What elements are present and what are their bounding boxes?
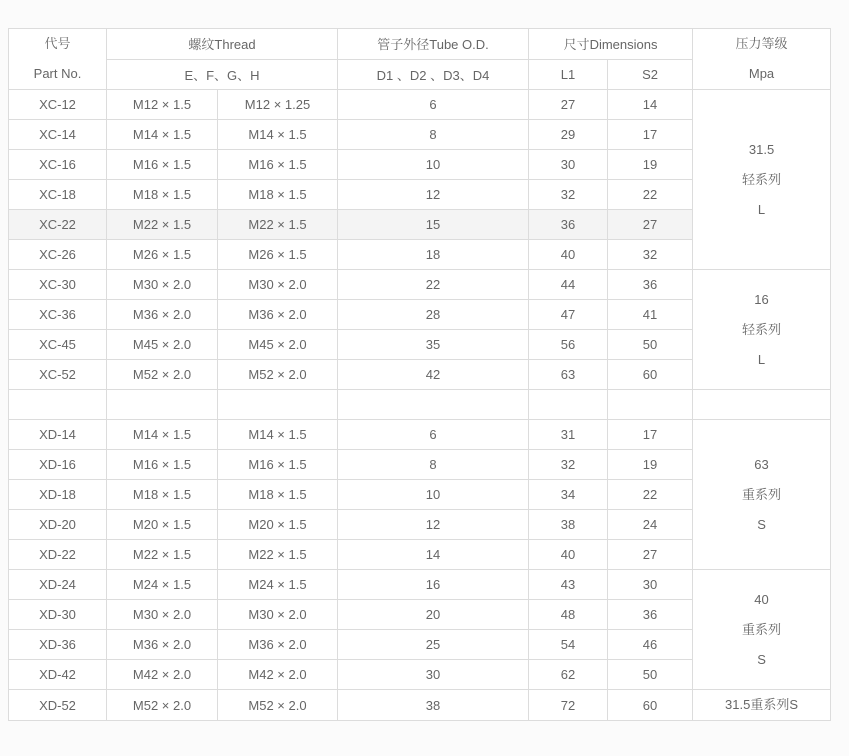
cell-tube-od: 15 bbox=[338, 210, 529, 240]
table-row bbox=[9, 570, 831, 600]
cell-s2: 17 bbox=[608, 120, 693, 150]
cell-thread-b: M45 × 2.0 bbox=[218, 330, 338, 360]
cell-tube-od: 25 bbox=[338, 630, 529, 660]
cell-thread-a: M30 × 2.0 bbox=[107, 270, 218, 300]
cell-thread-a: M16 × 1.5 bbox=[107, 450, 218, 480]
cell-l1: 48 bbox=[529, 600, 608, 630]
cell-thread-b: M26 × 1.5 bbox=[218, 240, 338, 270]
cell-l1: 30 bbox=[529, 150, 608, 180]
header-pressure-unit: Mpa bbox=[748, 66, 775, 81]
cell-part-no: XC-22 bbox=[9, 210, 107, 240]
cell-tube-od: 18 bbox=[338, 240, 529, 270]
cell-s2: 36 bbox=[608, 270, 693, 300]
cell-part-no: XD-20 bbox=[9, 510, 107, 540]
cell-l1: 38 bbox=[529, 510, 608, 540]
spec-table bbox=[8, 28, 831, 721]
cell-l1: 34 bbox=[529, 480, 608, 510]
cell-l1 bbox=[529, 390, 608, 420]
cell-tube-od: 8 bbox=[338, 450, 529, 480]
cell-part-no: XC-18 bbox=[9, 180, 107, 210]
cell-s2: 60 bbox=[608, 690, 693, 721]
cell-thread-a: M18 × 1.5 bbox=[107, 180, 218, 210]
pressure-grade-line: S bbox=[757, 516, 766, 532]
cell-s2: 50 bbox=[608, 660, 693, 690]
cell-part-no: XD-22 bbox=[9, 540, 107, 570]
cell-l1: 31 bbox=[529, 420, 608, 450]
cell-pressure-grade bbox=[693, 570, 831, 690]
pressure-grade-line: S bbox=[757, 651, 766, 667]
cell-l1: 29 bbox=[529, 120, 608, 150]
cell-part-no: XD-14 bbox=[9, 420, 107, 450]
pressure-grade-line: 16 bbox=[754, 291, 769, 307]
cell-thread-a: M20 × 1.5 bbox=[107, 510, 218, 540]
header-part-no bbox=[9, 29, 107, 90]
cell-s2: 46 bbox=[608, 630, 693, 660]
pressure-grade-line: 轻系列 bbox=[742, 321, 782, 337]
header-l1: L1 bbox=[529, 59, 608, 90]
cell-part-no bbox=[9, 390, 107, 420]
cell-thread-a: M52 × 2.0 bbox=[107, 690, 218, 721]
cell-l1: 62 bbox=[529, 660, 608, 690]
table-row bbox=[9, 270, 831, 300]
cell-s2: 27 bbox=[608, 540, 693, 570]
cell-s2 bbox=[608, 390, 693, 420]
pressure-grade-line: 重系列 bbox=[742, 621, 782, 637]
cell-thread-a: M22 × 1.5 bbox=[107, 540, 218, 570]
cell-thread-b: M52 × 2.0 bbox=[218, 360, 338, 390]
cell-s2: 22 bbox=[608, 480, 693, 510]
cell-part-no: XD-18 bbox=[9, 480, 107, 510]
pressure-grade-line: 轻系列 bbox=[742, 171, 782, 187]
cell-part-no: XD-36 bbox=[9, 630, 107, 660]
cell-thread-b: M14 × 1.5 bbox=[218, 420, 338, 450]
cell-part-no: XC-12 bbox=[9, 90, 107, 120]
cell-thread-b: M20 × 1.5 bbox=[218, 510, 338, 540]
cell-thread-b: M16 × 1.5 bbox=[218, 150, 338, 180]
cell-tube-od: 28 bbox=[338, 300, 529, 330]
cell-l1: 72 bbox=[529, 690, 608, 721]
cell-tube-od: 12 bbox=[338, 510, 529, 540]
cell-part-no: XC-26 bbox=[9, 240, 107, 270]
cell-tube-od: 10 bbox=[338, 480, 529, 510]
cell-thread-a: M18 × 1.5 bbox=[107, 480, 218, 510]
cell-part-no: XD-16 bbox=[9, 450, 107, 480]
header-tube-od: 管子外径Tube O.D. bbox=[338, 29, 529, 60]
cell-part-no: XD-52 bbox=[9, 690, 107, 721]
cell-s2: 27 bbox=[608, 210, 693, 240]
header-pressure bbox=[693, 29, 831, 90]
cell-l1: 27 bbox=[529, 90, 608, 120]
pressure-grade-line: L bbox=[757, 351, 766, 367]
cell-part-no: XC-52 bbox=[9, 360, 107, 390]
header-pressure-cn: 压力等级 bbox=[735, 36, 788, 51]
table-row bbox=[9, 90, 831, 120]
table-row bbox=[9, 420, 831, 450]
table-row bbox=[9, 390, 831, 420]
cell-part-no: XD-42 bbox=[9, 660, 107, 690]
cell-s2: 30 bbox=[608, 570, 693, 600]
cell-s2: 24 bbox=[608, 510, 693, 540]
cell-pressure-grade bbox=[693, 90, 831, 270]
cell-pressure-grade bbox=[693, 420, 831, 570]
cell-tube-od: 16 bbox=[338, 570, 529, 600]
cell-tube-od bbox=[338, 390, 529, 420]
cell-l1: 47 bbox=[529, 300, 608, 330]
cell-thread-b: M30 × 2.0 bbox=[218, 270, 338, 300]
cell-s2: 32 bbox=[608, 240, 693, 270]
cell-thread-a: M36 × 2.0 bbox=[107, 300, 218, 330]
cell-thread-a: M24 × 1.5 bbox=[107, 570, 218, 600]
header-thread: 螺纹Thread bbox=[107, 29, 338, 60]
cell-thread-b: M16 × 1.5 bbox=[218, 450, 338, 480]
cell-thread-b: M24 × 1.5 bbox=[218, 570, 338, 600]
cell-tube-od: 6 bbox=[338, 90, 529, 120]
cell-tube-od: 12 bbox=[338, 180, 529, 210]
cell-tube-od: 8 bbox=[338, 120, 529, 150]
cell-s2: 50 bbox=[608, 330, 693, 360]
cell-l1: 40 bbox=[529, 240, 608, 270]
header-part-no-cn: 代号 bbox=[44, 36, 71, 51]
table-row bbox=[9, 690, 831, 721]
cell-tube-od: 10 bbox=[338, 150, 529, 180]
cell-thread-b: M14 × 1.5 bbox=[218, 120, 338, 150]
cell-l1: 56 bbox=[529, 330, 608, 360]
cell-l1: 40 bbox=[529, 540, 608, 570]
cell-s2: 22 bbox=[608, 180, 693, 210]
cell-thread-b: M22 × 1.5 bbox=[218, 540, 338, 570]
cell-thread-b: M36 × 2.0 bbox=[218, 630, 338, 660]
cell-thread-a: M14 × 1.5 bbox=[107, 420, 218, 450]
cell-part-no: XC-36 bbox=[9, 300, 107, 330]
cell-thread-b: M42 × 2.0 bbox=[218, 660, 338, 690]
pressure-grade-line: 63 bbox=[754, 456, 769, 472]
cell-part-no: XC-16 bbox=[9, 150, 107, 180]
cell-thread-a: M52 × 2.0 bbox=[107, 360, 218, 390]
cell-l1: 54 bbox=[529, 630, 608, 660]
cell-tube-od: 14 bbox=[338, 540, 529, 570]
table-header bbox=[9, 29, 831, 90]
cell-thread-a: M26 × 1.5 bbox=[107, 240, 218, 270]
cell-thread-a: M45 × 2.0 bbox=[107, 330, 218, 360]
cell-l1: 63 bbox=[529, 360, 608, 390]
cell-thread-b bbox=[218, 390, 338, 420]
cell-thread-b: M18 × 1.5 bbox=[218, 180, 338, 210]
cell-l1: 43 bbox=[529, 570, 608, 600]
cell-part-no: XD-30 bbox=[9, 600, 107, 630]
pressure-grade-line: 31.5 bbox=[748, 141, 775, 157]
cell-s2: 14 bbox=[608, 90, 693, 120]
cell-part-no: XC-14 bbox=[9, 120, 107, 150]
cell-s2: 41 bbox=[608, 300, 693, 330]
cell-s2: 36 bbox=[608, 600, 693, 630]
cell-part-no: XC-45 bbox=[9, 330, 107, 360]
cell-thread-a bbox=[107, 390, 218, 420]
cell-l1: 44 bbox=[529, 270, 608, 300]
cell-tube-od: 30 bbox=[338, 660, 529, 690]
cell-thread-b: M52 × 2.0 bbox=[218, 690, 338, 721]
table-body bbox=[9, 90, 831, 721]
cell-thread-a: M42 × 2.0 bbox=[107, 660, 218, 690]
header-s2: S2 bbox=[608, 59, 693, 90]
pressure-grade-line: 重系列 bbox=[742, 486, 782, 502]
cell-s2: 60 bbox=[608, 360, 693, 390]
cell-s2: 19 bbox=[608, 450, 693, 480]
cell-tube-od: 20 bbox=[338, 600, 529, 630]
cell-thread-a: M22 × 1.5 bbox=[107, 210, 218, 240]
cell-tube-od: 6 bbox=[338, 420, 529, 450]
cell-part-no: XC-30 bbox=[9, 270, 107, 300]
header-tube-od-sub: D1 、D2 、D3、D4 bbox=[338, 59, 529, 90]
cell-thread-a: M30 × 2.0 bbox=[107, 600, 218, 630]
cell-thread-a: M36 × 2.0 bbox=[107, 630, 218, 660]
cell-thread-a: M12 × 1.5 bbox=[107, 90, 218, 120]
cell-tube-od: 38 bbox=[338, 690, 529, 721]
cell-part-no: XD-24 bbox=[9, 570, 107, 600]
cell-pressure-grade bbox=[693, 390, 831, 420]
pressure-grade-line: 40 bbox=[754, 591, 769, 607]
cell-tube-od: 22 bbox=[338, 270, 529, 300]
pressure-grade-line: L bbox=[757, 201, 766, 217]
cell-s2: 19 bbox=[608, 150, 693, 180]
header-part-no-en: Part No. bbox=[33, 66, 82, 81]
cell-thread-a: M14 × 1.5 bbox=[107, 120, 218, 150]
pressure-grade-line: 31.5重系列S bbox=[725, 697, 799, 712]
cell-s2: 17 bbox=[608, 420, 693, 450]
cell-pressure-grade bbox=[693, 270, 831, 390]
cell-l1: 36 bbox=[529, 210, 608, 240]
cell-tube-od: 42 bbox=[338, 360, 529, 390]
cell-thread-a: M16 × 1.5 bbox=[107, 150, 218, 180]
cell-tube-od: 35 bbox=[338, 330, 529, 360]
cell-thread-b: M12 × 1.25 bbox=[218, 90, 338, 120]
cell-l1: 32 bbox=[529, 180, 608, 210]
cell-l1: 32 bbox=[529, 450, 608, 480]
header-dimensions: 尺寸Dimensions bbox=[529, 29, 693, 60]
cell-thread-b: M18 × 1.5 bbox=[218, 480, 338, 510]
cell-thread-b: M22 × 1.5 bbox=[218, 210, 338, 240]
cell-thread-b: M30 × 2.0 bbox=[218, 600, 338, 630]
cell-pressure-grade bbox=[693, 690, 831, 721]
header-row-1 bbox=[9, 29, 831, 60]
cell-thread-b: M36 × 2.0 bbox=[218, 300, 338, 330]
header-thread-sub: E、F、G、H bbox=[107, 59, 338, 90]
